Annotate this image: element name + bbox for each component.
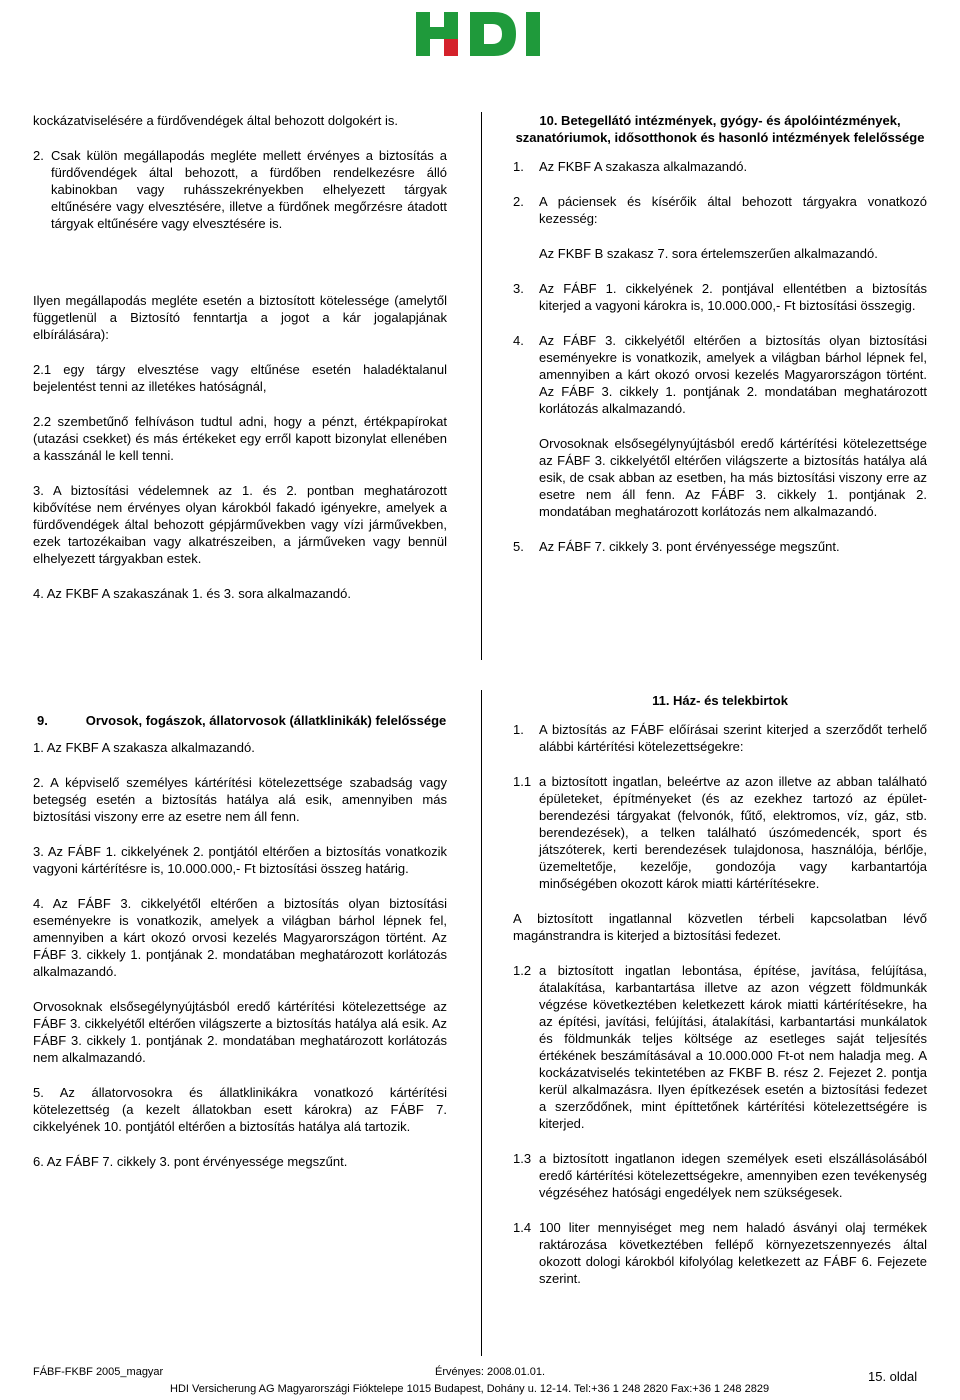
list-number: 2. — [513, 194, 524, 209]
page-number: 15. oldal — [868, 1369, 918, 1384]
upper-left-column — [33, 112, 447, 602]
list-item — [513, 773, 927, 892]
list-text: Az FÁBF 1. cikkelyének 2. pontjától eltérően a biztosítás vonatkozik vagyoni kártérítésre is, 10.000.000,- Ft biztosítási összeg határig. — [33, 844, 447, 876]
list-item — [513, 280, 927, 314]
list-text: Az FKBF A szakasza alkalmazandó. — [539, 159, 748, 174]
paragraph: Orvosoknak elsősegélynyújtásból eredő kártérítési kötelezettsége az FÁBF 3. cikkelyétől eltérően világszerte a biztosítás hatálya alá esik, de csak abban az esetben, ha más biztosítási viszony erre az esetre nem áll fenn. Az FÁBF 3. cikkely 1. pontjának 2. mondatában meghatározott korlátozás nem alkalmazandó. — [539, 436, 927, 519]
list-number: 1.1 — [513, 774, 532, 789]
list-number: 5. — [513, 539, 524, 554]
paragraph: 4. Az FKBF A szakaszának 1. és 3. sora alkalmazandó. — [33, 586, 351, 601]
list-number: 1.4 — [513, 1220, 532, 1235]
list-text: Az FÁBF 3. cikkelyétől eltérően a biztosítás olyan biztosítási eseményekre is vonatkozik, amelyek a világban bárhol lépnek fel, amennyiben a kárt okozó orvosi kezelés Magyarországon történt. Az FÁBF 3. cikkely 1. pontjának 2. mondatában meghatározott korlátozás alkalmazandó. — [33, 896, 447, 979]
footer-doc-code: FÁBF-FKBF 2005_magyar — [33, 1366, 164, 1378]
list-item — [513, 332, 927, 417]
list-number: 1. — [513, 722, 524, 737]
list-number: 1. — [513, 159, 524, 174]
list-number: 4. — [513, 333, 524, 348]
list-item — [33, 147, 447, 232]
list-item — [33, 1153, 447, 1170]
paragraph: kockázatviselésére a fürdővendégek által behozott dolgokért is. — [33, 113, 398, 128]
list-text: a biztosított ingatlan lebontása, építése, javítása, felújítása, átalakítása, karbantartása illetve az azon végzett földmunkák végzése következtében keletkezett károk miatti kártérítésekre, ha az építési, javítási, felújítási, átalakítási, karbantartási munkálatok és földmunkák teljes költsége az esetleges saját teljesítés értékének beszámításával a 10.000.000 Ft-ot nem haladja meg. A kockázatviselés tekintetében az FKBF B. rész 2. Fejezet 2. pontja kerül alkalmazásra. Ilyen építkezések esetén a biztosítási fedezet a szerződőnek, mint építtetőnek kártérítési kötelezettségére is kiterjed. — [539, 963, 927, 1131]
paragraph: Az FKBF B szakasz 7. sora értelemszerűen alkalmazandó. — [539, 246, 878, 261]
list-text: Az FÁBF 7. cikkely 3. pont érvényessége megszűnt. — [539, 539, 840, 554]
list-text: Az FÁBF 3. cikkelyétől eltérően a biztosítás olyan biztosítási eseményekre is vonatkozik, amelyek a világban bárhol lépnek fel, amennyiben a kárt okozó orvosi kezelés Magyarországon történt. Az FÁBF 3. cikkely 1. pontjának 2. mondatában meghatározott korlátozás alkalmazandó. — [539, 333, 927, 416]
list-text: Az FÁBF 1. cikkelyének 2. pontjával ellentétben a biztosítás kiterjed a vagyoni károkra is, 10.000.000,- Ft biztosítási összegig. — [539, 281, 927, 313]
list-item — [513, 1219, 927, 1287]
list-item — [513, 962, 927, 1132]
column-divider-top — [481, 112, 482, 660]
paragraph: Ilyen megállapodás megléte esetén a biztosított kötelessége (amelytől függetlenül a Biztosító fenntartja a jogot a kár jogalapjának elbírálására): — [33, 293, 447, 342]
list-item — [513, 158, 927, 175]
section-title: 11. Ház- és telekbirtok — [652, 693, 788, 708]
list-item — [513, 538, 927, 555]
list-number: 2. — [33, 775, 44, 790]
list-text: Az állatorvosokra és állatklinikákra vonatkozó kártérítési kötelezettség (a kezelt állatokban esett károkra) az FÁBF 7. cikkelyének 10. pontjától eltérően a biztosítás hatálya alá tartozik. — [33, 1085, 447, 1134]
list-number: 6. — [33, 1154, 44, 1169]
lower-left-column — [33, 712, 447, 1170]
paragraph: 2.1 egy tárgy elvesztése vagy eltűnése esetén haladéktalanul bejelentést tenni az illetékes hatóságnál, — [33, 362, 447, 394]
paragraph: 2.2 szembetűnő felhíváson tudtul adni, hogy a pénzt, értékpapírokat (utazási csekket) és más értékeket egy erről kapott bizonylat ellenében a kasszánál le kell tenni. — [33, 414, 447, 463]
section-number: 9. — [37, 713, 48, 728]
list-item — [33, 774, 447, 825]
list-item — [33, 843, 447, 877]
list-number: 4. — [33, 896, 44, 911]
list-item — [513, 193, 927, 227]
list-text: A biztosítás az FÁBF előírásai szerint kiterjed a szerződőt terhelő alábbi kártérítési kötelezettségekre: — [539, 722, 927, 754]
list-text: A képviselő személyes kártérítési kötelezettsége szabadság vagy betegség esetén a biztosítás hatálya alá esik, amennyiben más biztosítási viszony erre az esetre nem áll fenn. — [33, 775, 447, 824]
list-item — [513, 721, 927, 755]
upper-right-column — [513, 112, 927, 555]
column-divider-bottom — [481, 690, 482, 1356]
footer-company-info: HDI Versicherung AG Magyarországi Fióktelepe 1015 Budapest, Dohány u. 12-14. Tel:+36 1 248 2820 Fax:+36 1 248 2829 — [170, 1383, 770, 1395]
list-number: 5. — [33, 1085, 44, 1100]
list-number: 1.3 — [513, 1151, 532, 1166]
list-number: 2. — [33, 148, 44, 163]
section-title — [33, 712, 447, 729]
list-text: a biztosított ingatlan, beleértve az azon illetve az abban található épületeket, építményeket (és az ezekhez tartozó az épület-berendezési tárgyakat (felvonók, fűtő, elektromos, víz, gáz, stb. berendezések), a telken található úszómedencék, sport és játszóterek, kerti berendezések tulajdonosa, használója, bérlője, üzemeltetője, kezelője, gondozója vagy karbantartója minőségében okozott károk miatti kártérítésekre. — [539, 774, 927, 891]
hdi-logo — [412, 8, 552, 60]
footer-valid-date: Érvényes: 2008.01.01. — [435, 1366, 546, 1378]
list-text: 100 liter mennyiséget meg nem haladó ásványi olaj termékek raktározása következtében fellépő környezetszennyezés által okozott dologi károkból kifolyólag keletkezett az FÁBF 6. Fejezete szerint. — [539, 1220, 927, 1286]
list-item — [33, 1084, 447, 1135]
paragraph: 1. Az FKBF A szakasza alkalmazandó. — [33, 740, 255, 755]
list-text: Az FÁBF 7. cikkely 3. pont érvényessége megszűnt. — [46, 1154, 348, 1169]
section-title: 10. Betegellátó intézmények, gyógy- és ápolóintézmények, szanatóriumok, idősotthonok és hasonló intézmények felelőssége — [515, 113, 925, 145]
list-item — [33, 895, 447, 980]
paragraph: 3. A biztosítási védelemnek az 1. és 2. pontban meghatározott kibővítése nem érvényes olyan károkból fakadó igényekre, amelyek a fürdővendégek által behozott gépjárművekben vagy vízi járművekben, ezek tartozékaiban vagy alkatrészeiben, a járműveken vagy bennül elhelyezett tárgyakban estek. — [33, 483, 447, 566]
list-text: a biztosított ingatlanon idegen személyek eseti elszállásolásából eredő kártérítési kötelezettségekre, amennyiben ezen tevékenység végzéséhez hatósági engedélyek nem szükségesek. — [539, 1151, 927, 1200]
list-number: 3. — [33, 844, 44, 859]
section-title-text: Orvosok, fogászok, állatorvosok (állatklinikák) felelőssége — [85, 713, 447, 728]
lower-right-column — [513, 692, 927, 1287]
list-number: 3. — [513, 281, 524, 296]
list-text: A páciensek és kísérőik által behozott tárgyakra vonatkozó kezesség: — [539, 194, 927, 226]
paragraph: A biztosított ingatlannal közvetlen térbeli kapcsolatban lévő magánstrandra is kiterjed a biztosítási fedezet. — [513, 911, 927, 943]
list-number: 1.2 — [513, 963, 532, 978]
list-item — [513, 1150, 927, 1201]
list-text: Csak külön megállapodás megléte mellett érvényes a biztosítás a fürdővendégek által behozott, a fürdőben rendelkezésre álló kabinokban vagy ruhásszekrényekben elhelyezett tárgyak eltűnésére vagy elvesztésére, illetve a fürdőnek megőrzésre átadott tárgyak eltűnésére vagy elvesztésére is. — [51, 148, 447, 231]
paragraph: Orvosoknak elsősegélynyújtásból eredő kártérítési kötelezettsége az FÁBF 3. cikkelyétől eltérően világszerte a biztosítás hatálya alá esik. Az FÁBF 3. cikkely 1. pontjának 2. mondatában meghatározott korlátozás nem alkalmazandó. — [33, 999, 447, 1065]
hdi-logo-graphic — [412, 8, 552, 60]
